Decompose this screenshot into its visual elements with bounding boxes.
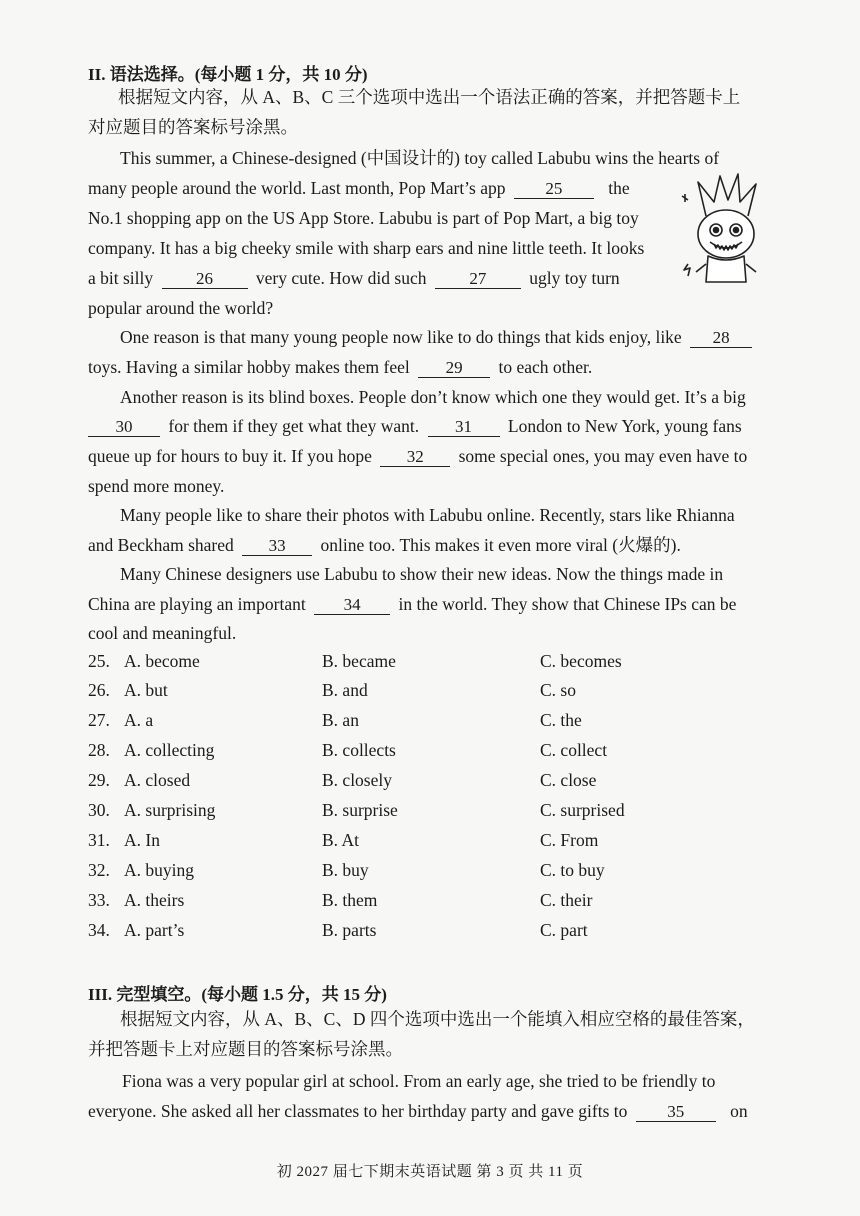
option-c: C. becomes [540,651,622,671]
blank-31: 31 [428,418,500,437]
question-number: 29. [88,770,110,790]
option-b: B. an [322,710,359,730]
blank-33: 33 [242,537,312,556]
option-b: B. At [322,830,359,850]
passage-line: Many Chinese designers use Labubu to show their new ideas. Now the things made in [120,564,724,584]
passage-text: everyone. She asked all her classmates to her birthday party and gave gifts to [88,1101,628,1121]
question-number: 27. [88,710,110,730]
passage-text: One reason is that many young people now like to do things that kids enjoy, like [120,327,682,347]
passage-text: China are playing an important [88,594,306,614]
question-number: 33. [88,890,110,910]
option-b: B. parts [322,920,377,940]
section-2-title: II. 语法选择。(每小题 1 分，共 10 分) [88,65,368,84]
option-c: C. surprised [540,800,625,820]
option-b: B. surprise [322,800,398,820]
option-c: C. close [540,770,597,790]
passage-line [88,534,681,556]
option-c: C. part [540,920,588,940]
option-a: A. collecting [124,740,215,760]
passage-text: many people around the world. Last month, Pop Mart’s app [88,178,506,198]
option-b: B. and [322,680,368,700]
section-3-title: III. 完型填空。(每小题 1.5 分，共 15 分) [88,985,387,1004]
option-b: B. them [322,890,378,910]
section-2-instruction-line-1: 根据短文内容，从 A、B、C 三个选项中选出一个语法正确的答案，并把答题卡上 [118,87,741,107]
passage-line: cool and meaningful. [88,623,237,643]
passage-line: Fiona was a very popular girl at school. From an early age, she tried to be friendly to [122,1071,716,1091]
question-number: 26. [88,680,110,700]
passage-text: some special ones, you may even have to [458,446,748,466]
question-number: 34. [88,920,110,940]
page-footer: 初 2027 届七下期末英语试题 第 3 页 共 11 页 [276,1164,584,1180]
question-number: 30. [88,800,110,820]
passage-line: No.1 shopping app on the US App Store. Labubu is part of Pop Mart, a big toy [88,208,639,228]
passage-line [88,177,630,199]
passage-text: in the world. They show that Chinese IPs can be [398,594,737,614]
passage-text: to each other. [498,357,593,377]
blank-34: 34 [314,596,390,615]
option-a: A. theirs [124,890,185,910]
passage-line [88,267,620,289]
passage-line [88,445,747,467]
passage-text: a bit silly [88,268,154,288]
passage-text: London to New York, young fans [507,416,742,436]
passage-text: queue up for hours to buy it. If you hope [88,446,372,466]
passage-text: toys. Having a similar hobby makes them feel [88,357,410,377]
option-a: A. buying [124,860,194,880]
passage-line: spend more money. [88,476,225,496]
option-c: C. collect [540,740,608,760]
passage-line: company. It has a big cheeky smile with sharp ears and nine little teeth. It looks [88,238,645,258]
option-b: B. collects [322,740,396,760]
option-a: A. a [124,710,154,730]
section-3-instruction-line-2: 并把答题卡上对应题目的答案标号涂黑。 [88,1039,403,1059]
question-number: 25. [88,651,110,671]
option-c: C. to buy [540,860,605,880]
passage-line: Many people like to share their photos with Labubu online. Recently, stars like Rhianna [120,505,735,525]
passage-line: This summer, a Chinese-designed (中国设计的) toy called Labubu wins the hearts of [120,148,720,168]
option-b: B. closely [322,770,392,790]
blank-25: 25 [514,180,594,199]
option-b: B. buy [322,860,369,880]
option-c: C. so [540,680,576,700]
passage-line: popular around the world? [88,298,274,318]
blank-26: 26 [162,270,248,289]
option-a: A. but [124,680,168,700]
labubu-illustration [676,172,776,290]
option-a: A. surprising [124,800,216,820]
blank-28: 28 [690,329,752,348]
passage-text: the [608,178,630,198]
option-a: A. become [124,651,200,671]
passage-line [88,1100,748,1122]
option-a: A. part’s [124,920,185,940]
passage-text: online too. This makes it even more viral (火爆的). [320,535,681,555]
passage-line [88,593,736,615]
option-c: C. From [540,830,599,850]
passage-text: ugly toy turn [529,268,620,288]
passage-text: and Beckham shared [88,535,234,555]
option-c: C. their [540,890,593,910]
blank-35: 35 [636,1103,716,1122]
passage-text: very cute. How did such [255,268,427,288]
question-number: 32. [88,860,110,880]
option-a: A. closed [124,770,191,790]
blank-29: 29 [418,359,490,378]
option-b: B. became [322,651,396,671]
blank-32: 32 [380,448,450,467]
passage-line: Another reason is its blind boxes. People don’t know which one they would get. It’s a big [120,387,746,407]
section-2-instruction-line-2: 对应题目的答案标号涂黑。 [88,117,298,137]
passage-text: on [730,1101,748,1121]
blank-27: 27 [435,270,521,289]
blank-30: 30 [88,418,160,437]
passage-text: for them if they get what they want. [168,416,420,436]
section-3-instruction-line-1: 根据短文内容，从 A、B、C、D 四个选项中选出一个能填入相应空格的最佳答案， [120,1009,755,1029]
question-number: 28. [88,740,110,760]
passage-line [88,356,592,378]
option-c: C. the [540,710,582,730]
passage-line [88,415,742,437]
passage-line [120,326,756,348]
question-number: 31. [88,830,110,850]
option-a: A. In [124,830,160,850]
